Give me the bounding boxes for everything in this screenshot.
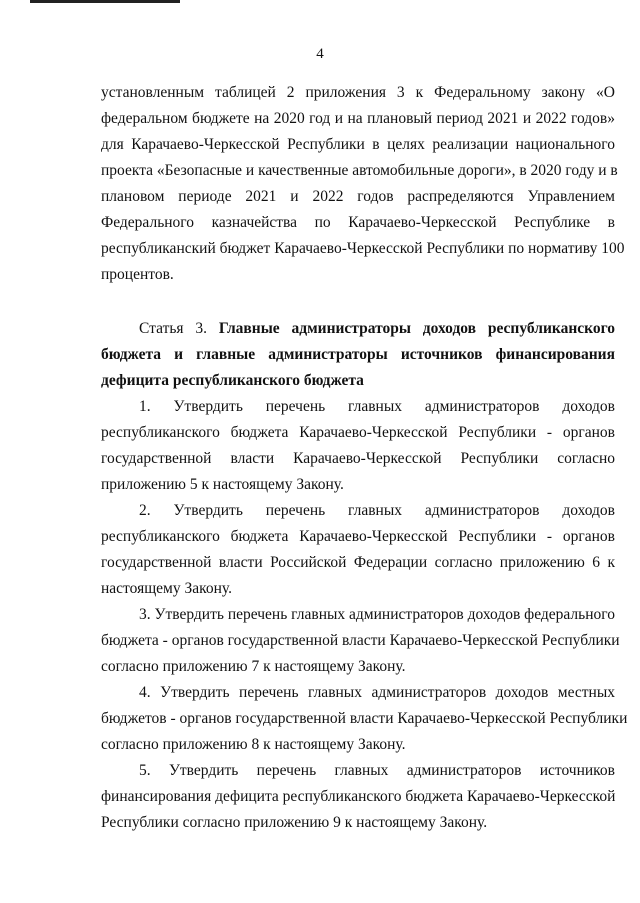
text-line: установленным таблицей 2 приложения 3 к Федеральному закону «О [101,84,615,101]
article-title: Главные администраторы доходов республиканского [218,320,616,337]
text-line: Федерального казначейства по Карачаево-Черкесской Республике в [101,214,615,231]
text-line: настоящему Закону. [101,580,232,597]
text-line: согласно приложению 8 к настоящему Закону. [101,736,406,753]
text-line: республиканского бюджета Карачаево-Черкесской Республики - органов [101,424,615,441]
text-line: процентов. [101,266,174,283]
text-line: 4. Утвердить перечень главных администраторов доходов местных [139,684,615,701]
text-line: проекта «Безопасные и качественные автомобильные дороги», в 2020 году и в [101,162,618,179]
text-line: 3. Утвердить перечень главных администраторов доходов федерального [139,606,615,623]
article-title-line: бюджета и главные администраторы источников финансирования [101,346,615,363]
text-line: республиканский бюджет Карачаево-Черкесской Республики по нормативу 100 [101,240,625,257]
text-line: бюджета - органов государственной власти Карачаево-Черкесской Республики [101,632,620,649]
text-line: согласно приложению 7 к настоящему Закону. [101,658,406,675]
text-line: 1. Утвердить перечень главных администраторов доходов [139,398,615,415]
text-line: 5. Утвердить перечень главных администраторов источников [139,762,615,779]
text-line: приложению 5 к настоящему Закону. [101,476,344,493]
text-line: финансирования дефицита республиканского бюджета Карачаево-Черкесской [101,788,616,805]
top-rule [30,0,180,3]
text-line: плановом периоде 2021 и 2022 годов распределяются Управлением [101,188,615,205]
text-line: федеральном бюджете на 2020 год и на плановый период 2021 и 2022 годов» [101,110,615,127]
article-prefix: Статья 3. [139,320,207,337]
text-line: Республики согласно приложению 9 к настоящему Закону. [101,814,488,831]
text-line: 2. Утвердить перечень главных администраторов доходов [139,502,615,519]
text-line: государственной власти Карачаево-Черкесской Республики согласно [101,450,615,467]
text-line: бюджетов - органов государственной власти Карачаево-Черкесской Республики [101,710,628,727]
article-heading-line-1 [139,320,615,338]
text-line: государственной власти Российской Федерации согласно приложению 6 к [101,554,615,571]
page-number: 4 [316,46,324,62]
text-line: республиканского бюджета Карачаево-Черкесской Республики - органов [101,528,615,545]
article-title-line: дефицита республиканского бюджета [101,372,364,389]
text-line: для Карачаево-Черкесской Республики в целях реализации национального [101,136,615,153]
